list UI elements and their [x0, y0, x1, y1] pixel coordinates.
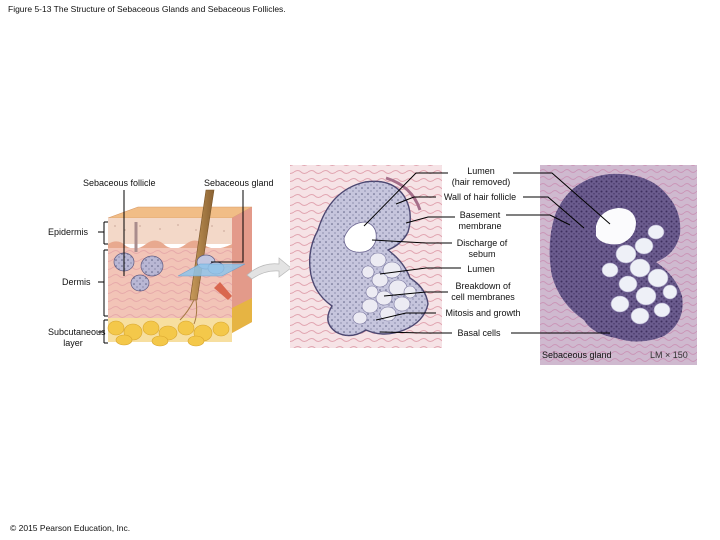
label-basement-membrane — [446, 210, 514, 232]
label-lumen-lower: Lumen — [467, 264, 495, 274]
micrograph-caption: Sebaceous gland — [542, 350, 612, 360]
label-basement-line2: membrane — [458, 221, 502, 231]
label-epidermis: Epidermis — [48, 227, 89, 237]
histology-illustration — [290, 165, 442, 348]
skin-block-illustration — [108, 190, 291, 346]
label-subcutaneous-line1: Subcutaneous — [48, 327, 106, 337]
label-wall-of-hair-follicle: Wall of hair follicle — [443, 192, 517, 202]
label-sebaceous-follicle: Sebaceous follicle — [83, 178, 156, 188]
light-micrograph — [540, 165, 697, 365]
label-discharge-of-sebum — [446, 238, 518, 260]
label-discharge-line1: Discharge of — [456, 238, 508, 248]
label-basement-line1: Basement — [459, 210, 501, 220]
label-subcutaneous-line2: layer — [63, 338, 83, 348]
label-discharge-line2: sebum — [468, 249, 496, 259]
label-lumen-hair-removed — [441, 166, 521, 188]
figure-title: Figure 5-13 The Structure of Sebaceous Glands and Sebaceous Follicles. — [8, 4, 286, 14]
magnification-label: LM × 150 — [650, 350, 688, 360]
label-lumen-line2: (hair removed) — [451, 177, 511, 187]
label-lumen-line1: Lumen — [467, 166, 495, 176]
label-basal-cells: Basal cells — [457, 328, 501, 338]
label-breakdown-line1: Breakdown of — [455, 281, 511, 291]
label-mitosis-and-growth: Mitosis and growth — [445, 308, 521, 318]
label-sebaceous-gland: Sebaceous gland — [204, 178, 274, 188]
label-breakdown-line2: cell membranes — [451, 292, 515, 302]
label-subcutaneous-layer — [48, 327, 106, 349]
copyright-notice: © 2015 Pearson Education, Inc. — [10, 523, 131, 533]
label-dermis: Dermis — [62, 277, 91, 287]
label-breakdown-of-cell-membranes — [444, 281, 522, 303]
